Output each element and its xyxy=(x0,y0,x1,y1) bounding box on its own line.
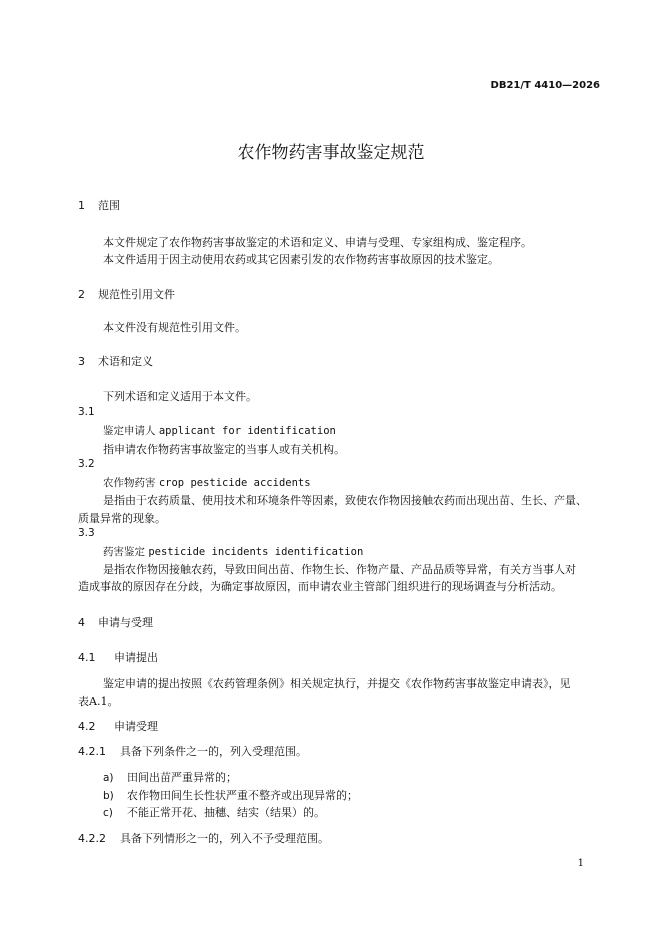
term-entry xyxy=(103,544,363,559)
clause-number: 4.2.2 xyxy=(78,832,106,845)
list-item xyxy=(103,787,358,803)
list-item xyxy=(103,769,237,785)
section-title: 范围 xyxy=(98,199,120,212)
clause-number: 4.2.1 xyxy=(78,745,106,758)
term-number: 3.3 xyxy=(78,527,95,539)
clause-4-2-1 xyxy=(78,743,307,759)
term-definition: 指申请农作物药害事故鉴定的当事人或有关机构。 xyxy=(103,443,345,456)
section-number: 3 xyxy=(78,355,85,368)
subsection-heading-application-submission xyxy=(78,649,158,665)
subsection-title: 申请提出 xyxy=(114,651,158,664)
paragraph: 本文件没有规范性引用文件。 xyxy=(103,321,246,334)
term-en: applicant for identification xyxy=(158,425,336,437)
list-item-text: 田间出苗严重异常的； xyxy=(127,771,237,784)
list-item xyxy=(103,804,325,820)
section-number: 2 xyxy=(78,288,85,301)
subsection-number: 4.2 xyxy=(78,720,96,733)
paragraph: 本文件规定了农作物药害事故鉴定的术语和定义、申请与受理、专家组构成、鉴定程序。 xyxy=(103,236,532,249)
section-number: 4 xyxy=(78,616,85,629)
paragraph-cont: 表A.1。 xyxy=(78,695,119,708)
term-zh: 药害鉴定 xyxy=(103,546,145,558)
section-heading-application xyxy=(78,614,153,630)
term-zh: 农作物药害 xyxy=(103,477,156,489)
term-definition: 是指农作物因接触农药，导致田间出苗、作物生长、作物产量、产品品质等异常，有关方当事人对 xyxy=(103,563,576,576)
page-title: 农作物药害事故鉴定规范 xyxy=(237,143,425,163)
term-en: crop pesticide accidents xyxy=(158,477,311,489)
term-entry xyxy=(103,475,311,490)
section-title: 规范性引用文件 xyxy=(98,288,175,301)
subsection-heading-acceptance xyxy=(78,718,158,734)
term-zh: 鉴定申请人 xyxy=(103,425,156,437)
term-definition-cont: 质量异常的现象。 xyxy=(78,512,166,525)
term-definition-cont: 造成事故的原因存在分歧，为确定事故原因，而申请农业主管部门组织进行的现场调查与分析活动。 xyxy=(78,580,562,593)
term-entry xyxy=(103,423,336,438)
section-heading-normative-references xyxy=(78,286,175,302)
term-number: 3.1 xyxy=(78,406,95,418)
subsection-number: 4.1 xyxy=(78,651,96,664)
standard-code: DB21/T 4410—2026 xyxy=(490,80,600,91)
section-number: 1 xyxy=(78,199,85,212)
section-heading-scope xyxy=(78,197,120,213)
list-item-label: b) xyxy=(103,790,114,802)
clause-4-2-2 xyxy=(78,830,329,846)
clause-text: 具备下列情形之一的，列入不予受理范围。 xyxy=(120,832,329,845)
paragraph: 鉴定申请的提出按照《农药管理条例》相关规定执行，并提交《农作物药害事故鉴定申请表》，见 xyxy=(103,677,571,690)
paragraph: 本文件适用于因主动使用农药或其它因素引发的农作物药害事故原因的技术鉴定。 xyxy=(103,253,499,266)
term-number: 3.2 xyxy=(78,458,95,470)
section-title: 申请与受理 xyxy=(98,616,153,629)
clause-text: 具备下列条件之一的，列入受理范围。 xyxy=(120,745,307,758)
list-item-label: a) xyxy=(103,772,114,784)
list-item-label: c) xyxy=(103,807,113,819)
paragraph: 下列术语和定义适用于本文件。 xyxy=(103,390,257,403)
subsection-title: 申请受理 xyxy=(114,720,158,733)
list-item-text: 不能正常开花、抽穗、结实（结果）的。 xyxy=(127,806,325,819)
term-en: pesticide incidents identification xyxy=(148,546,364,558)
section-title: 术语和定义 xyxy=(98,355,153,368)
list-item-text: 农作物田间生长性状严重不整齐或出现异常的； xyxy=(127,789,358,802)
term-definition: 是指由于农药质量、使用技术和环境条件等因素，致使农作物因接触农药而出现出苗、生长、产量、 xyxy=(103,494,587,507)
page-number: 1 xyxy=(577,858,584,869)
section-heading-terms xyxy=(78,353,153,369)
